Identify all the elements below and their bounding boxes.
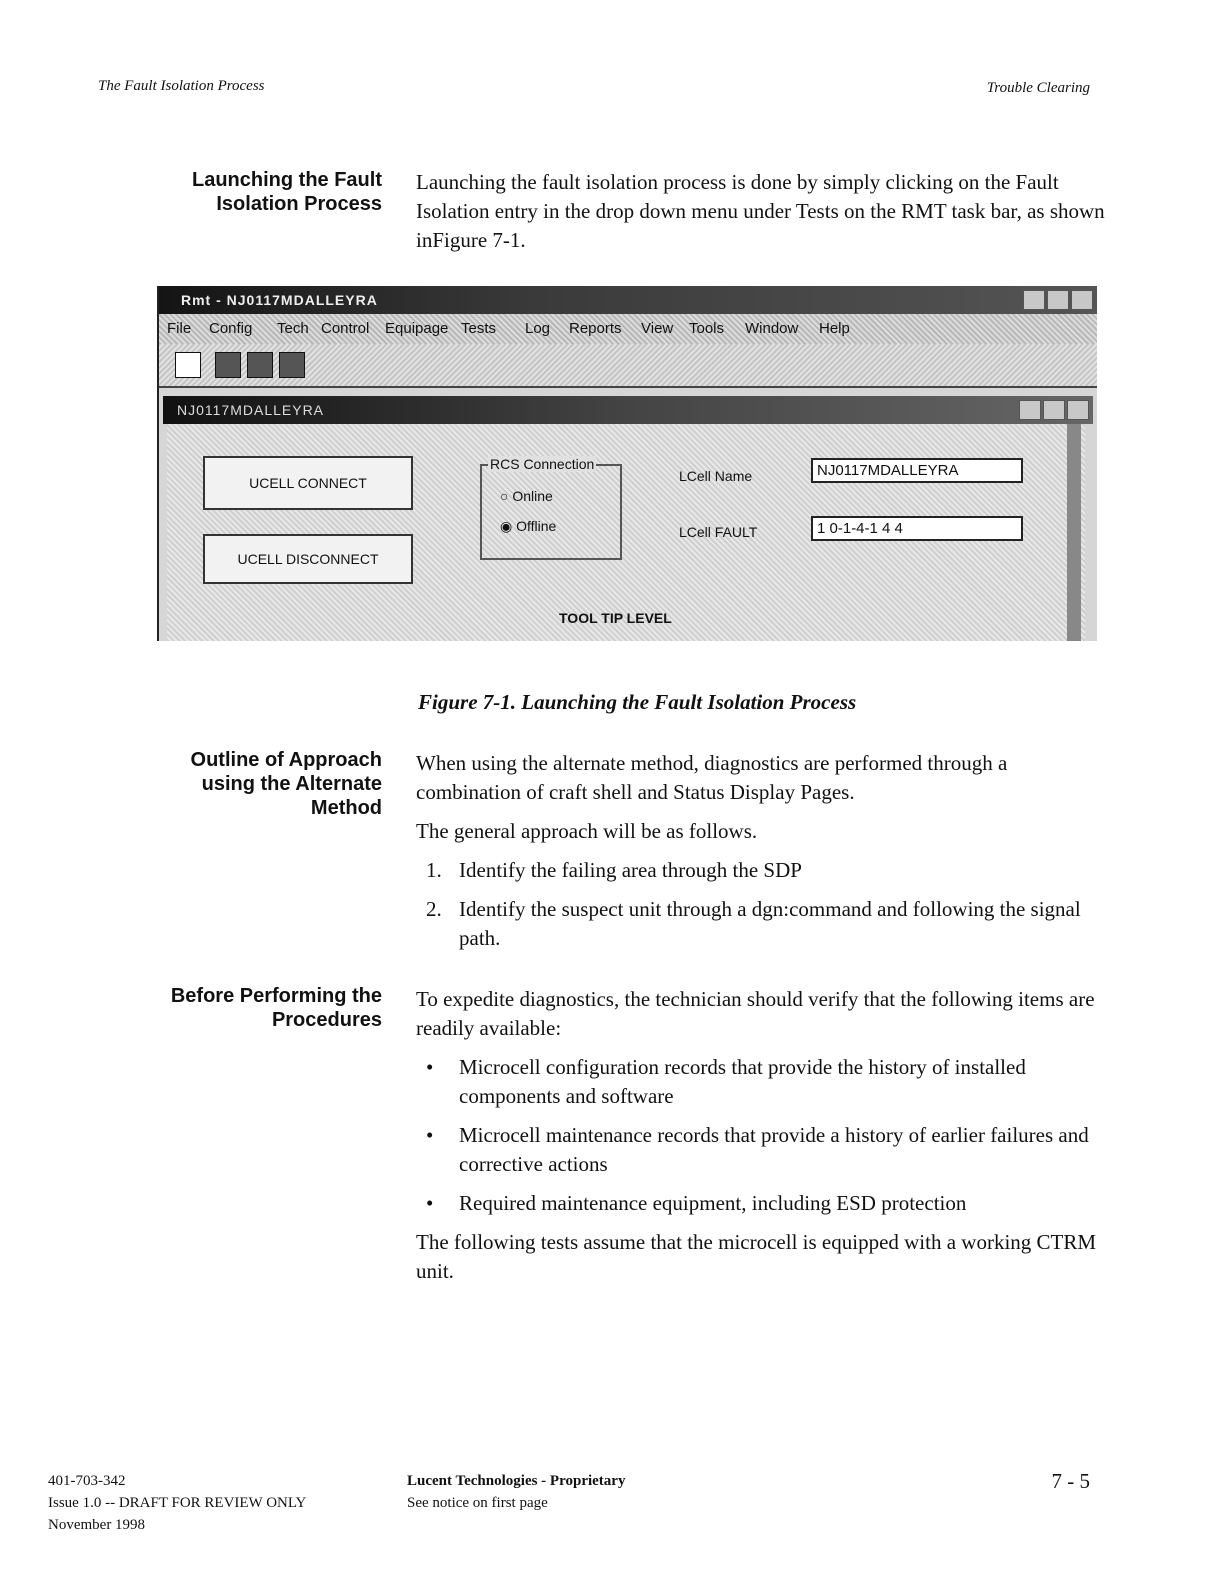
numbered-list (416, 856, 1106, 953)
lcell-name-field[interactable]: NJ0117MDALLEYRA (811, 458, 1023, 483)
app-title: Rmt - NJ0117MDALLEYRA (181, 292, 378, 308)
section-body-before (416, 985, 1106, 1296)
close-icon[interactable] (1071, 290, 1093, 310)
issue-line: Issue 1.0 -- DRAFT FOR REVIEW ONLY (48, 1495, 307, 1511)
maximize-icon[interactable] (1047, 290, 1069, 310)
scrollbar[interactable] (1067, 424, 1081, 641)
new-document-icon[interactable] (175, 352, 201, 378)
ucell-connect-button[interactable]: UCELL CONNECT (203, 456, 413, 510)
lcell-fault-field[interactable]: 1 0-1-4-1 4 4 (811, 516, 1023, 541)
menu-equipage[interactable]: Equipage (385, 320, 449, 337)
lcell-name-label: LCell Name (679, 468, 753, 484)
menu-tech[interactable]: Tech (277, 320, 309, 337)
list-item: • Microcell configuration records that provide the history of installed components and software (426, 1055, 1026, 1108)
list-item: 1. Identify the failing area through the SDP (426, 858, 802, 882)
menu-log[interactable]: Log (525, 320, 551, 337)
menu-config[interactable]: Config (209, 320, 253, 337)
rcs-connection-group (480, 456, 622, 560)
proprietary-notice: Lucent Technologies - Proprietary (407, 1473, 626, 1489)
section-heading-launching: Launching the Fault Isolation Process (192, 169, 382, 215)
minimize-icon[interactable] (1023, 290, 1045, 310)
menu-window[interactable]: Window (745, 320, 799, 337)
date-line: November 1998 (48, 1517, 146, 1533)
menu-file[interactable]: File (167, 320, 192, 337)
list-item: 2. Identify the suspect unit through a dgn:command and following the signal path. (426, 897, 1081, 950)
paragraph: The general approach will be as follows. (416, 819, 758, 843)
doc-number: 401-703-342 (48, 1473, 126, 1489)
online-radio[interactable]: ○ Online (500, 488, 553, 504)
print-icon[interactable] (215, 352, 241, 378)
child-window-title-bar (163, 396, 1093, 424)
tool-icon[interactable] (247, 352, 273, 378)
figure-caption: Figure 7-1. Launching the Fault Isolation Process (418, 690, 857, 714)
section-body-outline (416, 749, 1106, 963)
paragraph: The following tests assume that the microcell is equipped with a working CTRM unit. (416, 1230, 1097, 1283)
menu-control[interactable]: Control (321, 320, 370, 337)
child-window-controls (1017, 400, 1089, 423)
menu-help[interactable]: Help (819, 320, 850, 337)
section-heading-before: Before Performing the Procedures (170, 985, 382, 1031)
lcell-fault-label: LCell FAULT (679, 524, 758, 540)
window-controls (1021, 290, 1093, 313)
child-window-content (167, 424, 1085, 641)
ucell-disconnect-button[interactable]: UCELL DISCONNECT (203, 534, 413, 584)
toolbar (159, 344, 1097, 388)
paragraph: To expedite diagnostics, the technician should verify that the following items are readily available: (416, 987, 1095, 1040)
menu-tools[interactable]: Tools (689, 320, 725, 337)
maximize-icon[interactable] (1043, 400, 1065, 420)
paragraph: Launching the fault isolation process is done by simply clicking on the Fault Isolation entry in the drop down menu under Tests on the RMT task bar, as shown inFigure 7-1. (416, 170, 1105, 252)
list-item: • Microcell maintenance records that provide a history of earlier failures and corrective actions (426, 1123, 1089, 1176)
section-body-launching (416, 168, 1106, 265)
child-window-title: NJ0117MDALLEYRA (177, 402, 325, 418)
app-title-bar (159, 286, 1097, 314)
page-number: 7 - 5 (1051, 1469, 1090, 1493)
paragraph: When using the alternate method, diagnostics are performed through a combination of craft shell and Status Display Pages. (416, 751, 1008, 804)
menu-view[interactable]: View (641, 320, 674, 337)
list-item: • Required maintenance equipment, including ESD protection (426, 1191, 967, 1215)
bullet-list (416, 1053, 1106, 1218)
rmt-screenshot-figure (157, 286, 1097, 641)
group-label: RCS Connection (490, 456, 595, 472)
menu-bar (159, 314, 1097, 344)
footer-left (48, 1470, 306, 1536)
network-icon[interactable] (279, 352, 305, 378)
close-icon[interactable] (1067, 400, 1089, 420)
menu-reports[interactable]: Reports (569, 320, 622, 337)
offline-radio[interactable]: ◉ Offline (500, 518, 557, 534)
see-notice: See notice on first page (407, 1495, 548, 1511)
section-heading-outline: Outline of Approach using the Alternate Method (190, 749, 382, 819)
minimize-icon[interactable] (1019, 400, 1041, 420)
running-header-left: The Fault Isolation Process (98, 78, 265, 94)
footer-center (407, 1470, 625, 1514)
menu-tests[interactable]: Tests (461, 320, 497, 337)
tool-tip-level-label: TOOL TIP LEVEL (559, 610, 672, 626)
running-header-right: Trouble Clearing (986, 80, 1090, 96)
